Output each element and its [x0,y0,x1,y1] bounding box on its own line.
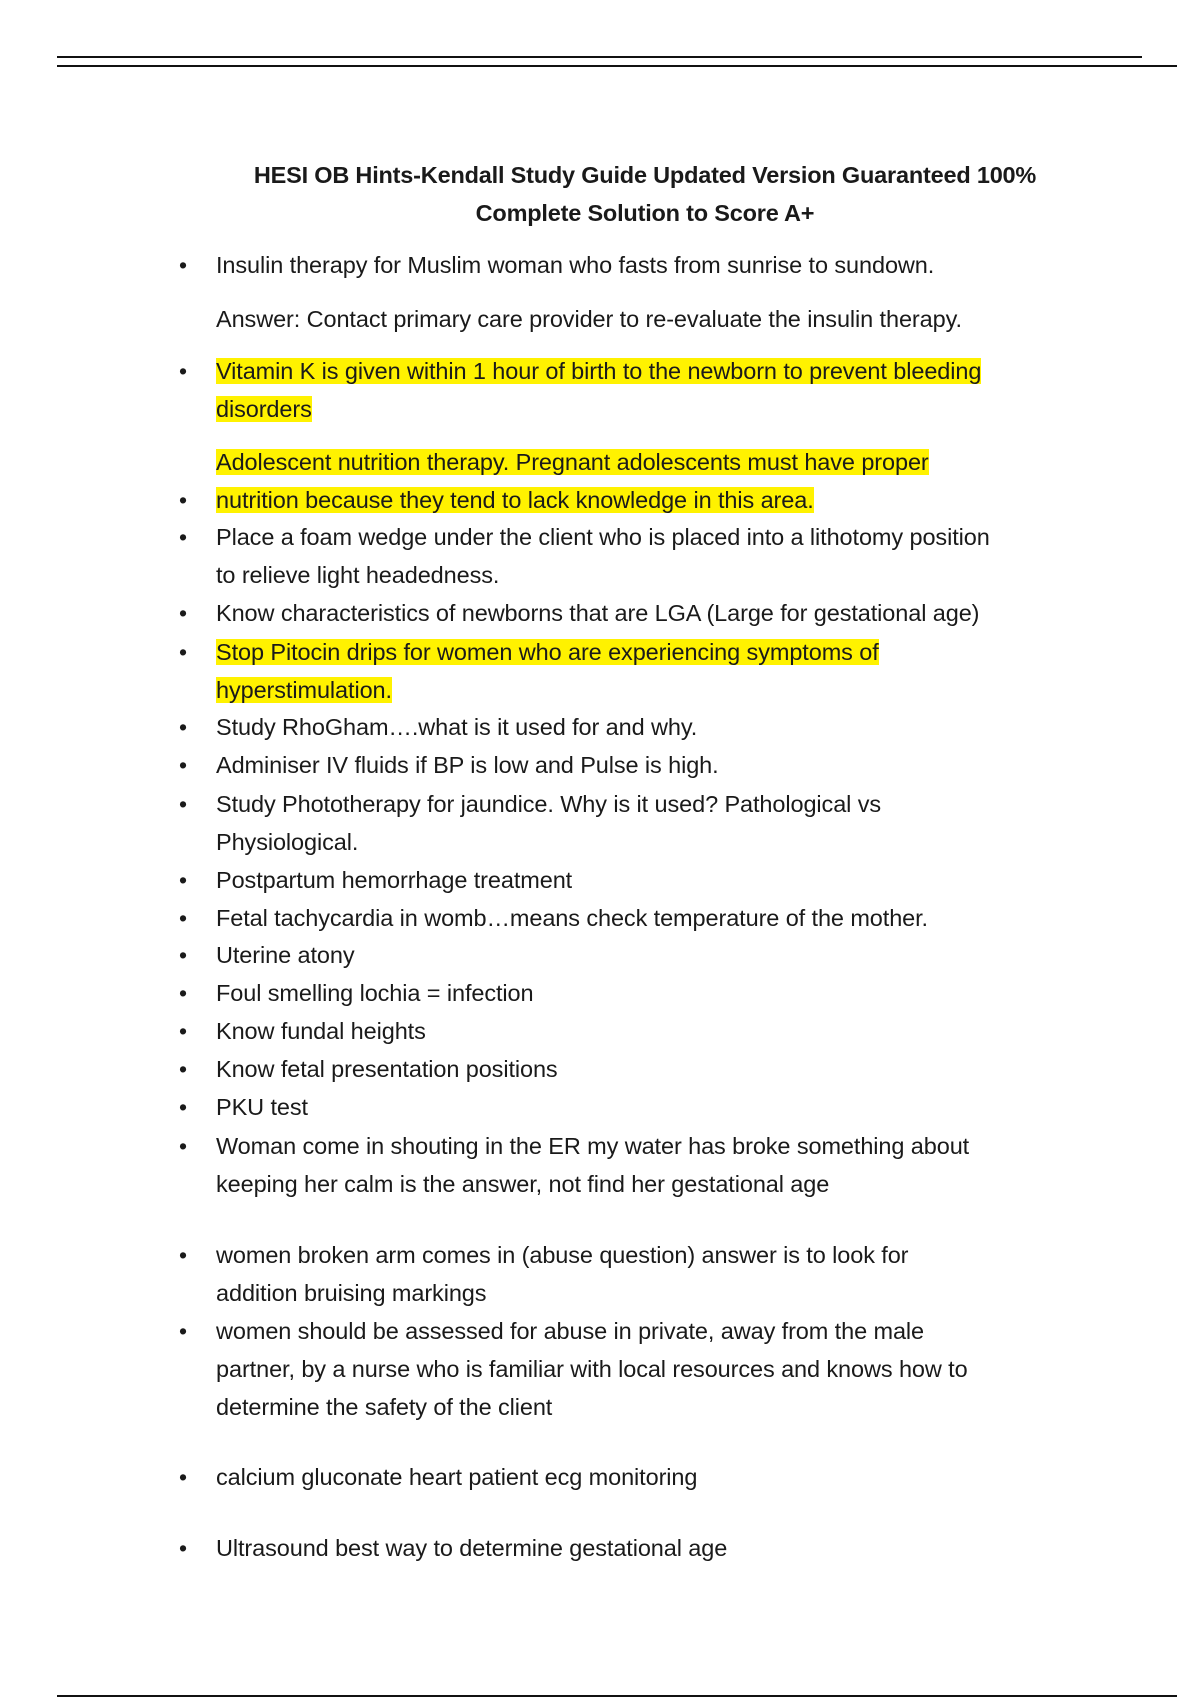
bullet-icon: • [179,1056,187,1082]
answer-line [216,300,1116,338]
bullet-icon: • [179,1018,187,1044]
list-item [179,1050,1116,1088]
highlighted-text: Vitamin K is given within 1 hour of birth to the newborn to prevent bleeding [216,358,982,384]
list-item-text: Fetal tachycardia in womb…means check temperature of the mother. [216,905,928,931]
list-item [179,352,1116,428]
list-item-text: Woman come in shouting in the ER my water has broke something about [216,1133,970,1159]
bullet-icon: • [179,1318,187,1344]
highlighted-text: disorders [216,396,312,422]
bullet-icon: • [179,1133,187,1159]
bullet-icon: • [179,1242,187,1268]
list-item-text: Know fetal presentation positions [216,1056,558,1082]
highlighted-text: hyperstimulation. [216,677,392,703]
bullet-icon: • [179,980,187,1006]
list-item-text: calcium gluconate heart patient ecg monitoring [216,1464,698,1490]
bullet-icon: • [179,358,187,384]
list-item [179,246,1116,284]
list-item-text: women broken arm comes in (abuse question) answer is to look for [216,1242,909,1268]
bullet-icon: • [179,905,187,931]
header-rule-lower [57,65,1177,67]
list-item-text: addition bruising markings [216,1280,487,1306]
list-item [179,974,1116,1012]
bullet-icon: • [179,1094,187,1120]
list-item-text: women should be assessed for abuse in private, away from the male [216,1318,925,1344]
list-item-text: Place a foam wedge under the client who is placed into a lithotomy position [216,524,990,550]
bullet-icon: • [179,1535,187,1561]
list-item-text: Postpartum hemorrhage treatment [216,867,573,893]
list-item [179,443,1116,519]
bullet-icon: • [179,867,187,893]
title-line-1: HESI OB Hints-Kendall Study Guide Updated Version Guaranteed 100% [253,162,1037,188]
list-item [179,708,1116,746]
list-item [179,861,1116,899]
list-item-text: Physiological. [216,829,359,855]
document-title [170,156,1120,232]
list-item-text: Know characteristics of newborns that are LGA (Large for gestational age) [216,600,980,626]
bullet-icon: • [179,1464,187,1490]
list-item [179,936,1116,974]
list-item [179,1012,1116,1050]
bullet-icon: • [179,600,187,626]
list-item [179,1236,1116,1312]
highlighted-text: Stop Pitocin drips for women who are experiencing symptoms of [216,639,879,665]
bullet-icon: • [179,752,187,778]
list-item-text: keeping her calm is the answer, not find her gestational age [216,1171,830,1197]
list-item [179,1458,1116,1496]
list-item [179,1088,1116,1126]
list-item [179,633,1116,709]
list-item-text: Ultrasound best way to determine gestational age [216,1535,728,1561]
bullet-icon: • [179,791,187,817]
list-item-text: Foul smelling lochia = infection [216,980,534,1006]
list-item [179,594,1116,632]
bullet-icon: • [179,639,187,665]
highlighted-text: nutrition because they tend to lack knowledge in this area. [216,487,814,513]
list-item [179,785,1116,861]
list-item [179,899,1116,937]
bullet-icon: • [179,942,187,968]
list-item-text: to relieve light headedness. [216,562,500,588]
list-item [179,1127,1116,1203]
list-item [179,1529,1116,1567]
list-item-text: Know fundal heights [216,1018,426,1044]
list-item [179,518,1116,594]
list-item-text: Adminiser IV fluids if BP is low and Pulse is high. [216,752,719,778]
header-rule-upper [57,56,1142,58]
list-item [179,1312,1116,1426]
list-item-text: Study RhoGham….what is it used for and why. [216,714,698,740]
title-line-2: Complete Solution to Score A+ [475,200,815,226]
bullet-icon: • [179,487,187,513]
list-item [179,746,1116,784]
list-item-text: partner, by a nurse who is familiar with local resources and knows how to [216,1356,968,1382]
list-item-text: Insulin therapy for Muslim woman who fasts from sunrise to sundown. [216,252,935,278]
highlighted-text: Adolescent nutrition therapy. Pregnant adolescents must have proper [216,449,929,475]
bullet-icon: • [179,714,187,740]
bullet-icon: • [179,252,187,278]
footer-rule [57,1695,1177,1697]
answer-text: Answer: Contact primary care provider to re-evaluate the insulin therapy. [216,306,962,332]
list-item-text: PKU test [216,1094,308,1120]
bullet-icon: • [179,524,187,550]
list-item-text: Study Phototherapy for jaundice. Why is it used? Pathological vs [216,791,882,817]
list-item-text: determine the safety of the client [216,1394,553,1420]
list-item-text: Uterine atony [216,942,355,968]
